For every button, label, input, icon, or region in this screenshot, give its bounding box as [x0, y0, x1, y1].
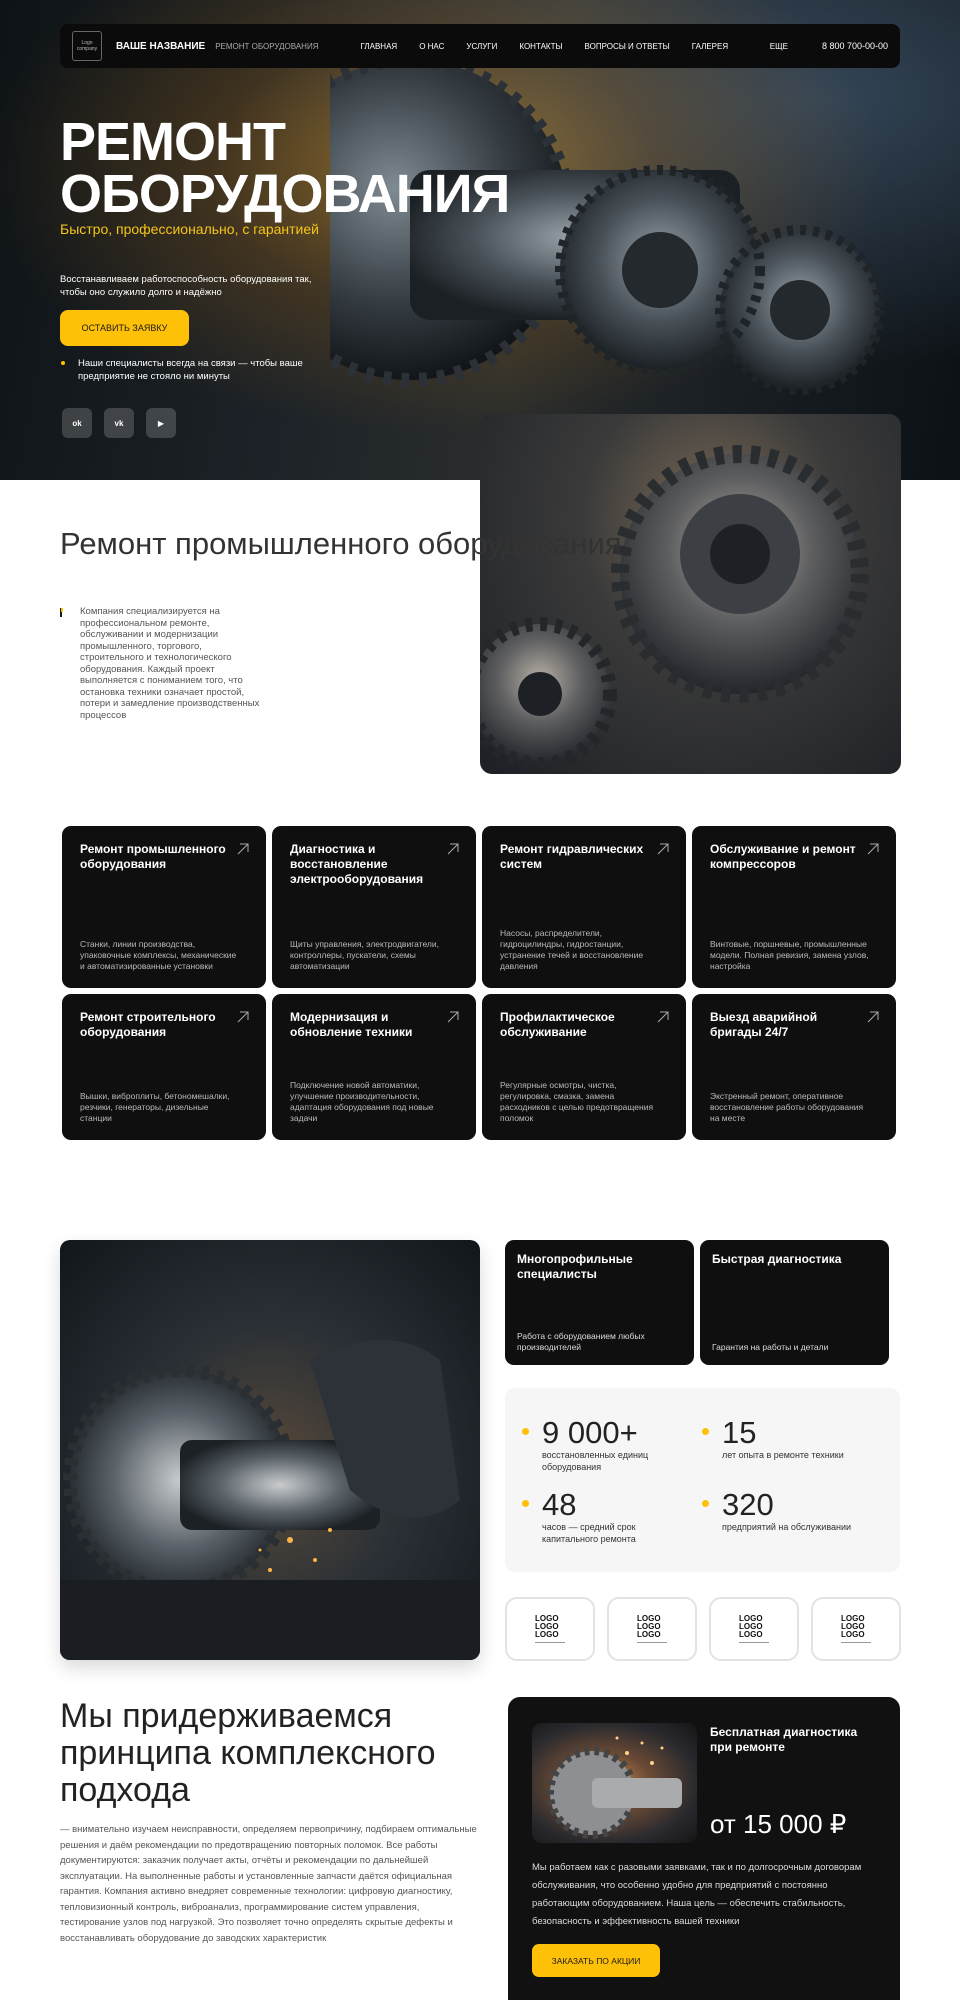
nav-links [360, 42, 750, 51]
service-card[interactable] [692, 994, 896, 1140]
stat-value: 320 [722, 1487, 774, 1522]
leave-request-button[interactable]: ОСТАВИТЬ ЗАЯВКУ [60, 310, 189, 346]
about-title: Ремонт промышленного оборудования [60, 526, 622, 561]
stat-value: 9 000+ [542, 1415, 638, 1450]
promo-price: от 15 000 ₽ [710, 1809, 847, 1839]
hero-section [0, 0, 960, 480]
service-description: Регулярные осмотры, чистка, регулировка, смазка, замена расходников с целью предотвращения поломок [500, 1080, 654, 1123]
service-title: Модернизация и обновление техники [290, 1010, 413, 1039]
hero-subtitle: Быстро, профессионально, с гарантией [60, 221, 319, 237]
service-title: Обслуживание и ремонт компрессоров [710, 842, 856, 871]
repair-work-image [60, 1240, 480, 1660]
promo-text: Мы работаем как с разовыми заявками, так и по долгосрочным договорам обслуживания, что особенно удобно для предприятий с постоянно работающим оборудованием. Наша цель — обеспечить стабильность, безопасность и эффективность вашей техники [532, 1862, 862, 1927]
vk-icon[interactable]: vk [104, 408, 134, 438]
promo-image [532, 1723, 697, 1843]
hero-note: Наши специалисты всегда на связи — чтобы ваше предприятие не стояло ни минуты [60, 357, 320, 383]
service-description: Насосы, распределители, гидроцилиндры, гидростанции, устранение течей и восстановление давления [500, 928, 644, 971]
stat-item [522, 1416, 682, 1473]
nav-more-link[interactable]: ЕЩЕ [769, 41, 788, 51]
hero-title-line1: РЕМОНТ [60, 112, 286, 172]
nav-link-services[interactable]: УСЛУГИ [466, 41, 498, 51]
about-gears-image [480, 414, 901, 774]
stat-bullet [522, 1428, 529, 1435]
stat-bullet [522, 1500, 529, 1507]
top-navbar [60, 24, 900, 68]
service-card[interactable] [62, 994, 266, 1140]
company-logo[interactable]: Logo company [72, 31, 102, 61]
service-description: Подключение новой автоматики, улучшение производительности, адаптация оборудования под новые задачи [290, 1080, 434, 1123]
youtube-icon[interactable]: ▶ [146, 408, 176, 438]
principle-title: Мы придерживаемся принципа комплексного подхода [60, 1697, 436, 1809]
feature-card [700, 1240, 889, 1365]
about-text: Компания специализируется на профессиональном ремонте, обслуживании и модернизации промышленного, торгового, строительного и технологического оборудования. Каждый проект выполняется с пониманием того, что остановка техники означает простой, потери и замедление производственных процессов [80, 606, 260, 721]
hero-title-line2: ОБОРУДОВАНИЯ [60, 164, 510, 224]
partner-logo-card[interactable] [505, 1597, 595, 1661]
service-description: Экстренный ремонт, оперативное восстановление работы оборудования на месте [710, 1091, 864, 1123]
service-card[interactable] [62, 826, 266, 988]
feature-description: Гарантия на работы и детали [712, 1342, 829, 1352]
service-title: Выезд аварийной бригады 24/7 [710, 1010, 818, 1039]
arrow-up-right-icon [656, 842, 670, 856]
service-description: Щиты управления, электродвигатели, контроллеры, пускатели, схемы автоматизации [290, 939, 439, 971]
nav-link-contacts[interactable]: КОНТАКТЫ [519, 41, 563, 51]
hero-description: Восстанавливаем работоспособность оборудования так, чтобы оно служило долго и надёжно [60, 274, 312, 298]
social-links [62, 408, 188, 438]
nav-link-faq[interactable]: ВОПРОСЫ И ОТВЕТЫ [584, 41, 670, 51]
partner-logo: LOGO LOGO LOGO [535, 1615, 565, 1643]
brand-name[interactable]: ВАШЕ НАЗВАНИЕ [116, 40, 206, 52]
stat-item [522, 1488, 682, 1545]
service-title: Профилактическое обслуживание [500, 1010, 615, 1039]
partner-logo-card[interactable] [811, 1597, 901, 1661]
service-title: Ремонт гидравлических систем [500, 842, 644, 871]
stat-label: предприятий на обслуживании [722, 1522, 852, 1532]
service-description: Вышки, виброплиты, бетономешалки, резчики, генераторы, дизельные станции [80, 1091, 230, 1123]
feature-title: Многопрофильные специалисты [517, 1252, 633, 1281]
partner-logos [505, 1597, 913, 1661]
stats-panel [505, 1388, 900, 1572]
stat-value: 48 [542, 1487, 577, 1522]
stat-label: восстановленных единиц оборудования [542, 1450, 649, 1472]
stat-item [702, 1416, 862, 1462]
feature-description: Работа с оборудованием любых производителей [517, 1331, 645, 1352]
service-card[interactable] [692, 826, 896, 988]
services-grid [62, 826, 898, 1140]
arrow-up-right-icon [236, 842, 250, 856]
hero-title [60, 112, 510, 224]
service-card[interactable] [272, 994, 476, 1140]
stat-value: 15 [722, 1415, 757, 1450]
partner-logo: LOGO LOGO LOGO [841, 1615, 871, 1643]
service-description: Винтовые, поршневые, промышленные модели. Полная ревизия, замена узлов, настройка [710, 939, 869, 971]
order-promo-button[interactable]: ЗАКАЗАТЬ ПО АКЦИИ [532, 1944, 660, 1977]
stat-label: часов — средний срок капитального ремонта [542, 1522, 636, 1544]
odnoklassniki-icon[interactable]: ok [62, 408, 92, 438]
arrow-up-right-icon [656, 1010, 670, 1024]
stat-label: лет опыта в ремонте техники [722, 1450, 844, 1460]
stat-bullet [702, 1428, 709, 1435]
promo-card [508, 1697, 900, 2000]
arrow-up-right-icon [236, 1010, 250, 1024]
service-title: Ремонт строительного оборудования [80, 1010, 216, 1039]
partner-logo-card[interactable] [709, 1597, 799, 1661]
principle-text: — внимательно изучаем неисправности, определяем первопричину, подбираем оптимальные решения и даём рекомендации по предотвращению повторных поломок. Все работы документируются: заказчик получает акты, отчёты и рекомендации по дальнейшей эксплуатации. На выполненные работы и установленные запчасти даётся официальная гарантия. Компания активно внедряет современные технологии: цифровую диагностику, тепловизионный контроль, виброанализ, программирование систем управления, тестирование узлов под нагрузкой. Это позволяет точно определять скрытые дефекты и восстанавливать оборудование до заводских характеристик [60, 1824, 477, 1944]
service-description: Станки, линии производства, упаковочные комплексы, механические и автоматизированные установки [80, 939, 237, 971]
partner-logo: LOGO LOGO LOGO [739, 1615, 769, 1643]
feature-card [505, 1240, 694, 1365]
arrow-up-right-icon [866, 1010, 880, 1024]
arrow-up-right-icon [446, 842, 460, 856]
partner-logo-card[interactable] [607, 1597, 697, 1661]
partner-logo: LOGO LOGO LOGO [637, 1615, 667, 1643]
nav-link-home[interactable]: ГЛАВНАЯ [360, 41, 398, 51]
stat-item [702, 1488, 862, 1534]
brand-tagline: РЕМОНТ ОБОРУДОВАНИЯ [215, 41, 319, 51]
nav-link-gallery[interactable]: ГАЛЕРЕЯ [691, 41, 729, 51]
phone-link[interactable]: 8 800 700-00-00 [821, 41, 888, 51]
nav-link-about[interactable]: О НАС [419, 41, 445, 51]
arrow-up-right-icon [446, 1010, 460, 1024]
arrow-up-right-icon [866, 842, 880, 856]
service-title: Ремонт промышленного оборудования [80, 842, 226, 871]
service-card[interactable] [272, 826, 476, 988]
service-card[interactable] [482, 994, 686, 1140]
feature-title: Быстрая диагностика [712, 1252, 842, 1266]
service-title: Диагностика и восстановление электрооборудования [290, 842, 424, 886]
promo-title: Бесплатная диагностика при ремонте [710, 1725, 858, 1754]
stat-bullet [702, 1500, 709, 1507]
service-card[interactable] [482, 826, 686, 988]
